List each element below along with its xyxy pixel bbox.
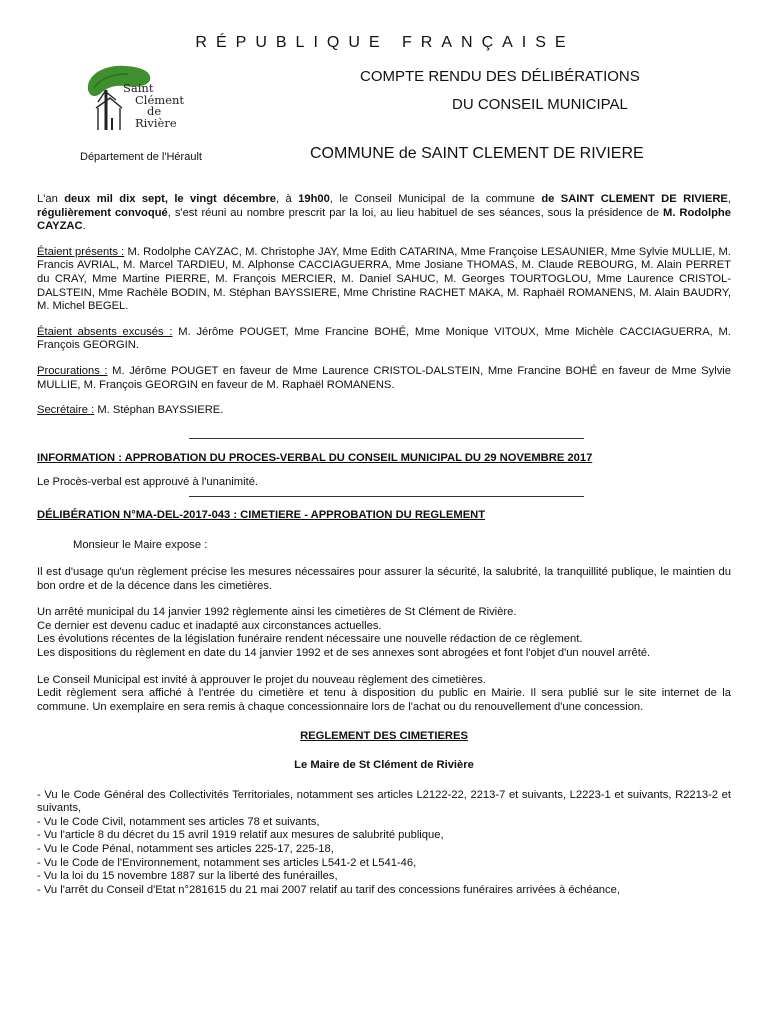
visa-item: - Vu le Code de l'Environnement, notamment ses articles L541-2 et L541-46, [37, 856, 417, 869]
logo-text-line: de [147, 104, 162, 118]
presents-list: M. Rodolphe CAYZAC, M. Christophe JAY, Mme Edith CATARINA, Mme Françoise LESAUNIER, Mme Sylvie MULLIE, M. Francis AVRIAL, M. Marcel TARDIEU, M. Alphonse CACCIAGUERRA, Mme Josiane THOMAS, M. Claude REBOURG, M. Alain PERRET du CRAY, Mme Martine PIERRE, M. François MERCIER, M. Daniel SAHUC, M. Georges TOURTOGLOU, Mme Laurence CRISTOL-DALSTEIN, Mme Rachèle BODIN, M. Stéphan BAYSSIERE, Mme Christine RACHET MAKA, M. Raphaël ROMANENS, M. Alain BAUDRY, M. Michel BEGEL. [37, 245, 731, 313]
procurations-list: M. Jérôme POUGET en faveur de Mme Laurence CRISTOL-DALSTEIN, Mme Francine BOHÉ en faveur de Mme Sylvie MULLIE, M. François GEORGIN en faveur de M. Raphaël ROMANENS. [37, 364, 731, 391]
visa-item: - Vu l'article 8 du décret du 15 avril 1919 relatif aux mesures de salubrité publique, [37, 829, 444, 842]
deliberation-paragraph [37, 606, 731, 660]
deliberation-expose: Monsieur le Maire expose : [73, 538, 208, 551]
intro-paragraph [37, 193, 731, 234]
logo-text [121, 83, 184, 129]
deliberation-line: Un arrêté municipal du 14 janvier 1992 règlemente ainsi les cimetières de St Clément de Rivière. [37, 606, 517, 619]
visa-item: - Vu le Code Général des Collectivités Territoriales, notamment ses articles L2122-22, 2213-7 et suivants, L2223-1 et suivants, R2213-2 et suivants, [37, 788, 731, 815]
intro-text: , le Conseil Municipal de la commune [329, 193, 542, 205]
intro-text: . [82, 220, 86, 233]
reglement-title-text: REGLEMENT DES CIMETIERES [300, 730, 468, 743]
secretaire-name: M. Stéphan BAYSSIERE. [94, 404, 224, 417]
secretaire-paragraph [37, 404, 731, 418]
visa-item: - Vu le Code Civil, notamment ses articles 78 et suivants, [37, 815, 320, 828]
separator-line [189, 496, 584, 497]
republique-heading: RÉPUBLIQUE FRANÇAISE [195, 34, 575, 51]
reglement-visa-list [37, 789, 731, 898]
absents-label: Étaient absents excusés : [37, 325, 173, 338]
intro-text: L'an [37, 193, 65, 205]
deliberation-paragraph [37, 674, 731, 715]
intro-time: 19h00 [298, 193, 330, 205]
absents-list: M. Jérôme POUGET, Mme Francine BOHÉ, Mme Monique VITOUX, Mme Michèle CACCIAGUERRA, M. François GEORGIN. [37, 325, 731, 352]
secretaire-label: Secrétaire : [37, 404, 95, 417]
procurations-paragraph [37, 365, 731, 392]
commune-title: COMMUNE de SAINT CLEMENT DE RIVIERE [310, 145, 644, 162]
intro-convocation: régulièrement convoqué [37, 206, 168, 219]
information-title: INFORMATION : APPROBATION DU PROCES-VERBAL DU CONSEIL MUNICIPAL DU 29 NOVEMBRE 2017 [37, 451, 593, 464]
deliberation-paragraph: Il est d'usage qu'un règlement précise les mesures nécessaires pour assurer la sécurité, la salubrité, la tranquillité publique, le maintien du bon ordre et de la décence dans les cimetières. [37, 566, 731, 592]
report-title-line2: DU CONSEIL MUNICIPAL [452, 96, 628, 113]
reglement-subtitle: Le Maire de St Clément de Rivière [294, 759, 474, 772]
reglement-title [37, 730, 731, 744]
absents-paragraph [37, 326, 731, 353]
deliberation-line: Les évolutions récentes de la législation funéraire rendent nécessaire une nouvelle rédaction de ce règlement. [37, 633, 583, 646]
separator-line [189, 438, 584, 439]
intro-date: deux mil dix sept, le vingt décembre [64, 193, 277, 205]
intro-president: M. Rodolphe CAYZAC [37, 206, 731, 233]
intro-text: , à [276, 193, 299, 205]
presents-paragraph [37, 246, 731, 314]
information-text: Le Procès-verbal est approuvé à l'unanimité. [37, 476, 259, 489]
department-label: Département de l'Hérault [80, 151, 202, 163]
deliberation-title: DÉLIBÉRATION N°MA-DEL-2017-043 : CIMETIERE - APPROBATION DU REGLEMENT [37, 508, 486, 521]
visa-item: - Vu le Code Pénal, notamment ses articles 225-17, 225-18, [37, 843, 334, 855]
logo-text-line: Saint [123, 81, 154, 95]
intro-text: , [727, 193, 731, 205]
deliberation-line: Les dispositions du règlement en date du 14 janvier 1992 et de ses annexes sont abrogées et font l'objet d'un nouvel arrêté. [37, 647, 651, 660]
document-body [37, 193, 731, 897]
logo-text-line: Rivière [135, 115, 177, 130]
intro-text: , s'est réuni au nombre prescrit par la loi, au lieu habituel de ses séances, sous la présidence de [167, 206, 664, 219]
presents-label: Étaient présents : [37, 245, 125, 258]
visa-item: - Vu la loi du 15 novembre 1887 sur la liberté des funérailles, [37, 870, 338, 883]
deliberation-line: Ledit règlement sera affiché à l'entrée du cimetière et tenu à disposition du public en Mairie. Il sera publié sur le site internet de la commune. Un exemplaire en sera remis à chaque concessionnaire lors de l'achat ou du renouvellement d'une concession. [37, 687, 731, 713]
deliberation-line: Le Conseil Municipal est invité à approuver le projet du nouveau règlement des cimetières. [37, 673, 486, 686]
intro-commune: de SAINT CLEMENT DE RIVIERE [541, 193, 728, 205]
logo-text-line: Clément [135, 92, 185, 107]
visa-item: - Vu l'arrêt du Conseil d'Etat n°281615 du 21 mai 2007 relatif au tarif des concessions funéraires arrivées à échéance, [37, 883, 620, 896]
procurations-label: Procurations : [37, 364, 108, 377]
deliberation-line: Ce dernier est devenu caduc et inadapté aux circonstances actuelles. [37, 619, 382, 632]
report-title-line1: COMPTE RENDU DES DÉLIBÉRATIONS [360, 68, 640, 85]
